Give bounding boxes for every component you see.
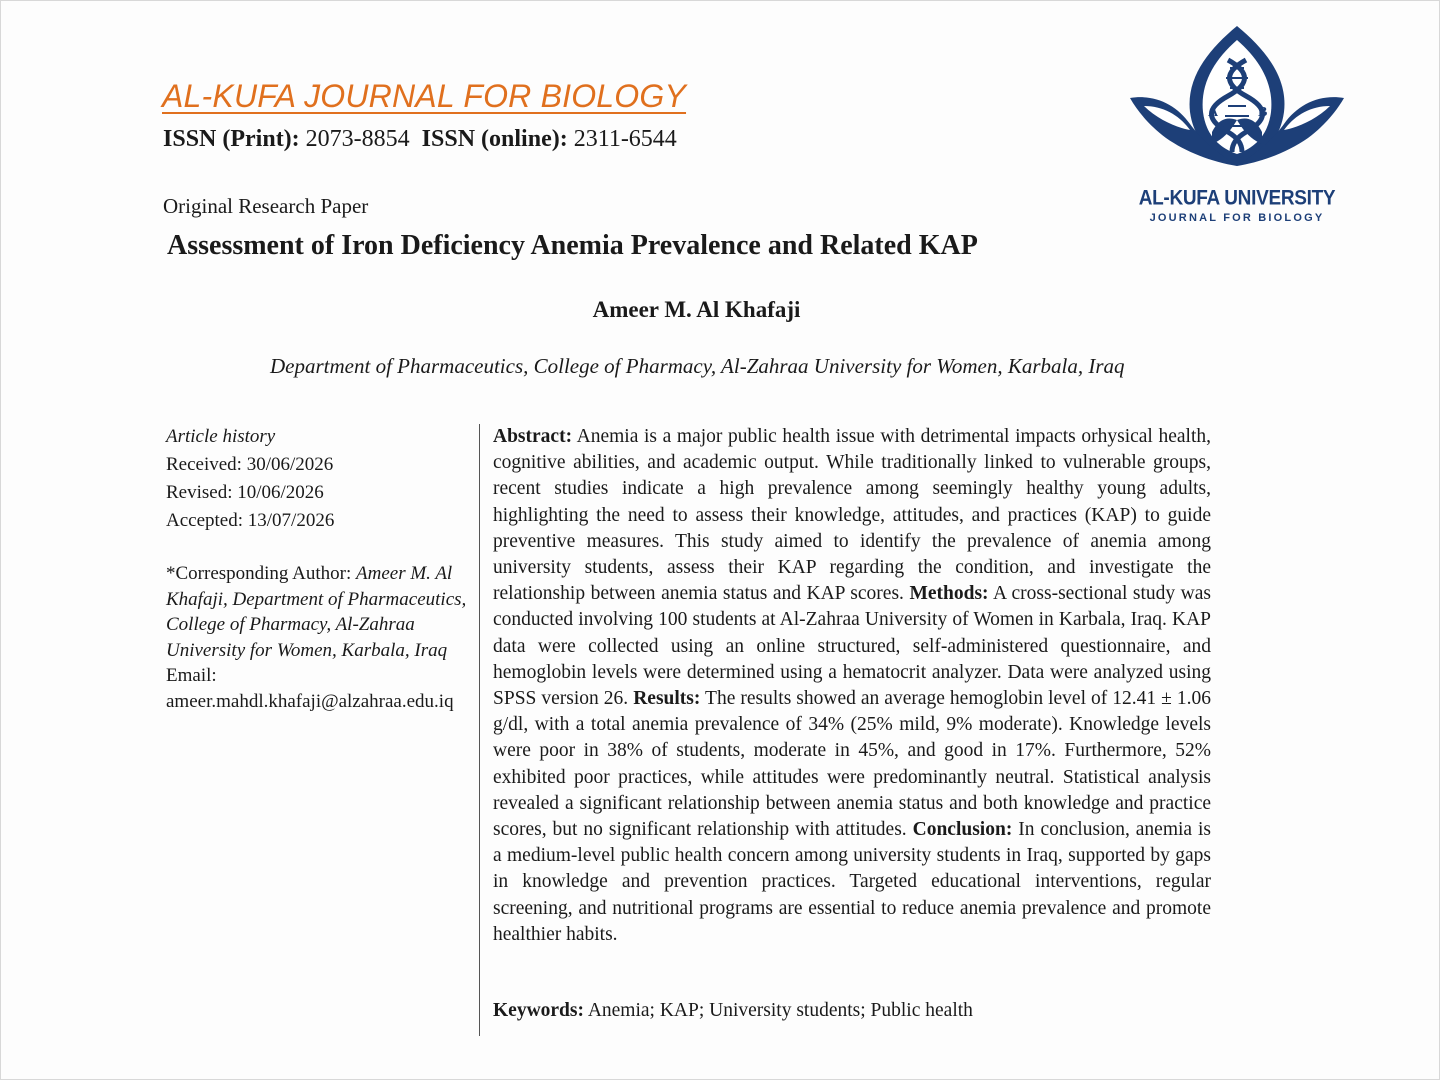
- email-link[interactable]: ameer.mahdl.khafaji@alzahraa.edu.iq: [166, 690, 454, 712]
- author-affiliation: Department of Pharmaceutics, College of Pharmacy, Al-Zahraa University for Women, Karbala, Iraq: [270, 354, 1125, 378]
- keywords-label: Keywords:: [493, 1000, 584, 1021]
- journal-logo: [1124, 20, 1350, 235]
- conclusion-label: Conclusion:: [912, 819, 1013, 841]
- email-label: Email:: [166, 665, 217, 687]
- corresponding-label: *Corresponding Author:: [166, 563, 352, 584]
- abstract-section: [493, 424, 1211, 948]
- logo-letter-left: A: [1208, 105, 1219, 120]
- abstract-text: Anemia is a major public health issue with detrimental impacts orhysical health, cognitive abilities, and academic output. While traditionally linked to vulnerable groups, recent studies indicate a high prevalence among seemingly healthy young adults, highlighting the need to assess their knowledge, attitudes, and practices (KAP) to guide preventive measures. This study aimed to identify the prevalence of anemia among university students, assess their KAP regarding the condition, and investigate the relationship between anemia status and KAP scores.: [493, 426, 1211, 605]
- issn-online-value: 2311-6544: [573, 126, 677, 152]
- keywords-line: [493, 1000, 1211, 1022]
- conclusion-text: In conclusion, anemia is a medium-level public health concern among university students in Iraq, supported by gaps in knowledge and prevention practices. Targeted educational interventions, regular screening, and nutritional programs are essential to reduce anemia prevalence and promote healthier habits.: [493, 819, 1212, 945]
- paper-title: Assessment of Iron Deficiency Anemia Prevalence and Related KAP: [167, 230, 978, 261]
- issn-print-label: ISSN (Print):: [163, 126, 300, 152]
- methods-text: A cross-sectional study was conducted involving 100 students at Al-Zahraa University of Women in Karbala, Iraq. KAP data were collected using an online structured, self-administered questionnaire, and hemoglobin levels were determined using a hematocrit analyzer. Data were analyzed using SPSS version 26.: [493, 583, 1212, 710]
- accepted-date: Accepted: 13/07/2026: [166, 510, 335, 531]
- revised-date: Revised: 10/06/2026: [166, 482, 324, 503]
- logo-subtitle: JOURNAL FOR BIOLOGY: [1149, 212, 1325, 224]
- article-history-heading: Article history: [166, 426, 276, 447]
- author-name: Ameer M. Al Khafaji: [592, 297, 801, 322]
- journal-name: AL-KUFA JOURNAL FOR BIOLOGY: [162, 78, 687, 114]
- results-text: The results showed an average hemoglobin level of 12.41 ± 1.06 g/dl, with a total anemia prevalence of 34% (25% mild, 9% moderate). Knowledge levels were poor in 38% of students, moderate in 45%, and good in 17%. Furthermore, 52% exhibited poor practices, while attitudes were predominantly neutral. Statistical analysis revealed a significant relationship between anemia status and both knowledge and practice scores, but no significant relationship with attitudes.: [493, 688, 1211, 841]
- results-label: Results:: [633, 688, 701, 710]
- abstract-paragraph: [493, 424, 1211, 948]
- abstract-label: Abstract:: [493, 426, 573, 447]
- issn-line: [163, 126, 677, 153]
- received-date: Received: 30/06/2026: [166, 454, 334, 475]
- logo-letter-right: B: [1258, 105, 1268, 120]
- article-info-sidebar: [166, 424, 478, 715]
- corresponding-author-block: [166, 561, 478, 715]
- column-divider: [479, 424, 480, 1036]
- issn-online-label: ISSN (online):: [421, 126, 568, 152]
- dna-book-logo-icon: [1124, 20, 1350, 190]
- issn-print-value: 2073-8854: [305, 126, 410, 152]
- paper-type: Original Research Paper: [163, 194, 369, 218]
- keywords-text: Anemia; KAP; University students; Public health: [587, 1000, 973, 1021]
- logo-title: AL-KUFA UNIVERSITY: [1138, 186, 1336, 211]
- corresponding-details: Ameer M. Al Khafaji, Department of Pharmaceutics, College of Pharmacy, Al-Zahraa University for Women, Karbala, Iraq: [166, 563, 467, 661]
- methods-label: Methods:: [909, 583, 989, 605]
